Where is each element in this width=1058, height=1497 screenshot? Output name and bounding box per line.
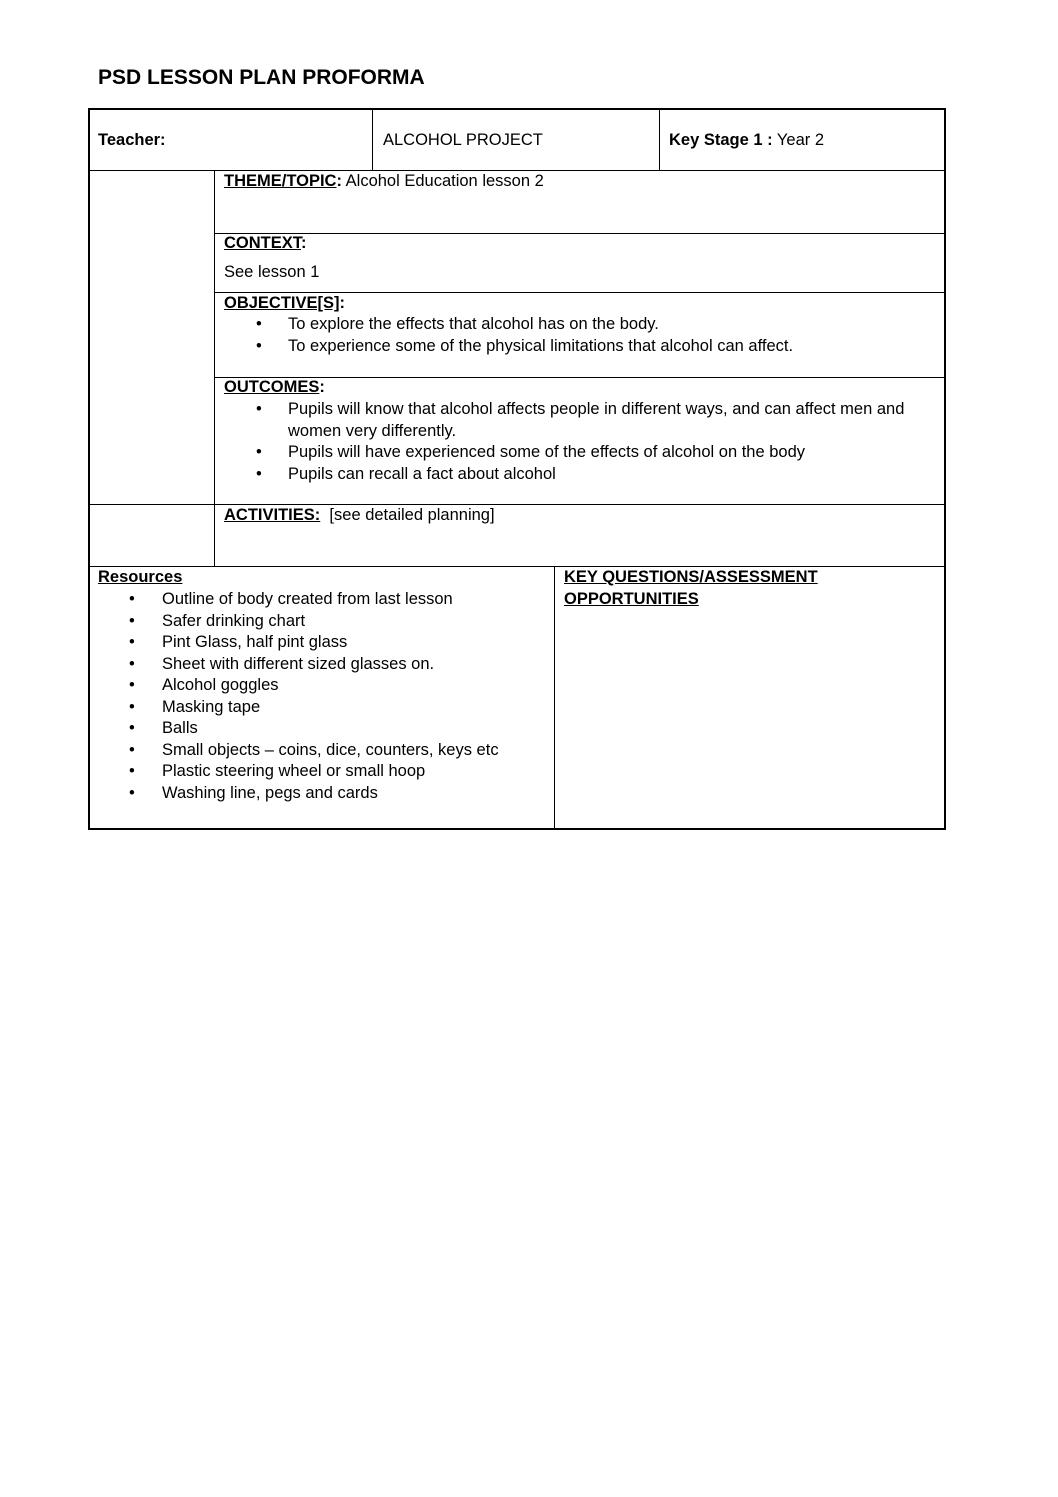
list-item: • Small objects – coins, dice, counters, keys etc [98, 740, 548, 762]
theme-label: THEME/TOPIC [224, 172, 337, 190]
outcomes-list [224, 399, 936, 485]
list-item: • Masking tape [98, 697, 548, 719]
context-value: See lesson 1 [224, 263, 320, 281]
list-item: • To experience some of the physical limitations that alcohol can affect. [224, 336, 934, 358]
resources-list [98, 589, 548, 804]
list-item: • Pupils will know that alcohol affects people in different ways, and can affect men and women very differently. [224, 399, 936, 442]
list-item: • Pupils can recall a fact about alcohol [224, 464, 936, 486]
list-item: • Plastic steering wheel or small hoop [98, 761, 548, 783]
teacher-label: Teacher: [98, 131, 166, 149]
list-item: • Pupils will have experienced some of the effects of alcohol on the body [224, 442, 936, 464]
activities [224, 505, 495, 527]
objectives-label: OBJECTIVE[S] [224, 294, 340, 312]
list-item: • Pint Glass, half pint glass [98, 632, 548, 654]
activities-label: ACTIVITIES: [224, 506, 321, 524]
page-title: PSD LESSON PLAN PROFORMA [98, 66, 425, 89]
key-stage [669, 130, 824, 152]
key-questions-heading [564, 567, 818, 610]
theme-topic [224, 171, 544, 193]
key-questions-line1: KEY QUESTIONS/ASSESSMENT [564, 568, 818, 586]
activities-value: [see detailed planning] [320, 506, 495, 524]
context-label: CONTEXT [224, 234, 302, 252]
list-item: • Balls [98, 718, 548, 740]
context-colon: : [301, 234, 307, 252]
key-stage-label: Key Stage 1 : [669, 131, 773, 149]
theme-colon: : [336, 172, 342, 190]
key-questions-line2: OPPORTUNITIES [564, 589, 699, 608]
objectives-colon: : [339, 294, 346, 312]
list-item: • Sheet with different sized glasses on. [98, 654, 548, 676]
objectives-list [224, 314, 934, 357]
outcomes-heading [224, 377, 325, 399]
project-name: ALCOHOL PROJECT [383, 131, 543, 149]
list-item: • To explore the effects that alcohol has on the body. [224, 314, 934, 336]
outcomes-label: OUTCOMES [224, 378, 320, 396]
objectives-heading [224, 293, 345, 315]
key-stage-value: Year 2 [772, 131, 825, 149]
list-item: • Alcohol goggles [98, 675, 548, 697]
list-item: • Washing line, pegs and cards [98, 783, 548, 805]
resources-heading: Resources [98, 568, 183, 586]
list-item: • Outline of body created from last lesson [98, 589, 548, 611]
list-item: • Safer drinking chart [98, 611, 548, 633]
context-heading [224, 233, 307, 255]
theme-value: Alcohol Education lesson 2 [341, 172, 544, 190]
outcomes-colon: : [319, 378, 325, 396]
